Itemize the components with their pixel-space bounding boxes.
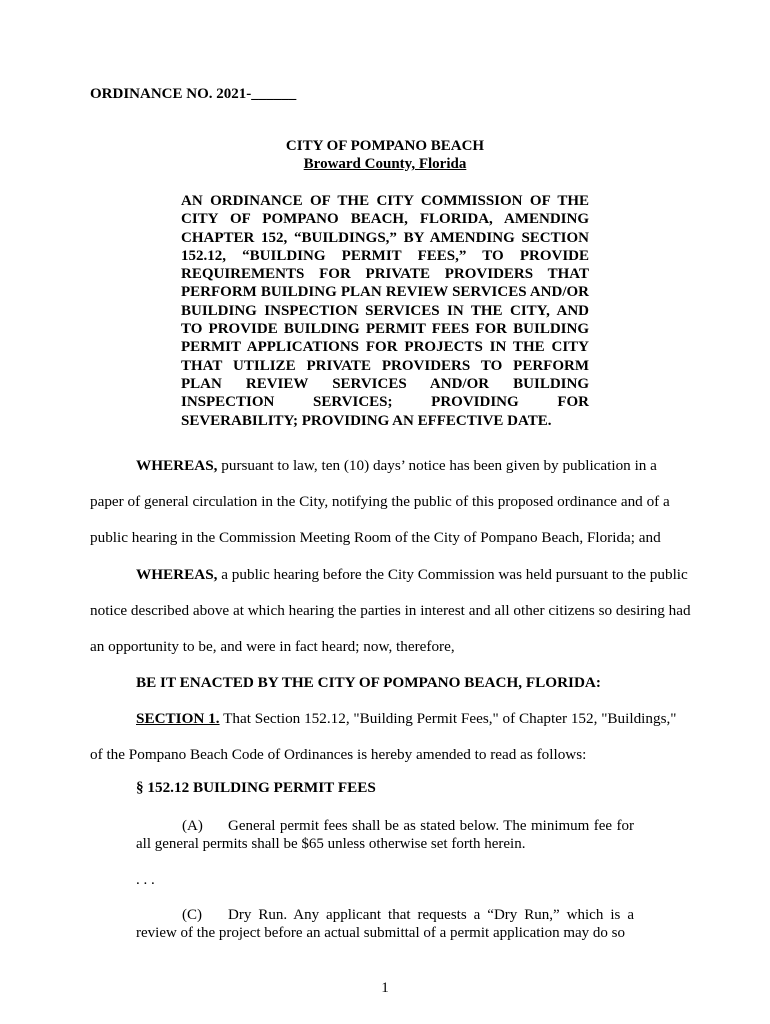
whereas-1-line-2: paper of general circulation in the City, notifying the public of this proposed ordinance and of a: [90, 493, 670, 510]
ellipsis: . . .: [136, 872, 155, 888]
county-name: Broward County, Florida: [303, 156, 467, 172]
whereas-2-text-1: a public hearing before the City Commission was held pursuant to the public: [221, 566, 688, 583]
city-name: CITY OF POMPANO BEACH: [285, 138, 485, 154]
subsection-a-text: General permit fees shall be as stated below. The minimum fee for all general permits shall be $65 unless otherwise set forth herein.: [136, 818, 634, 852]
whereas-lead: WHEREAS,: [136, 457, 218, 474]
whereas-2-line-1: [90, 557, 688, 593]
subsection-c: [136, 906, 634, 942]
whereas-paragraph-1: [90, 448, 682, 556]
subsection-a-label: (A): [182, 818, 203, 834]
ordinance-number: ORDINANCE NO. 2021-______: [90, 86, 297, 102]
section-1-line-2: of the Pompano Beach Code of Ordinances is hereby amended to read as follows:: [90, 746, 587, 763]
enacted-clause: BE IT ENACTED BY THE CITY OF POMPANO BEACH, FLORIDA:: [136, 674, 601, 691]
section-1-line-1: [90, 701, 682, 737]
whereas-paragraph-2: [90, 557, 691, 665]
whereas-1-line-1: [90, 448, 682, 484]
ordinance-title: AN ORDINANCE OF THE CITY COMMISSION OF THE CITY OF POMPANO BEACH, FLORIDA, AMENDING CHAPTER 152, “BUILDINGS,” BY AMENDING SECTION 152.12, “BUILDING PERMIT FEES,” TO PROVIDE REQUIREMENTS FOR PRIVATE PROVIDERS THAT PERFORM BUILDING PLAN REVIEW SERVICES AND/OR BUILDING INSPECTION SERVICES IN THE CITY, AND TO PROVIDE BUILDING PERMIT FEES FOR BUILDING PERMIT APPLICATIONS FOR PROJECTS IN THE CITY THAT UTILIZE PRIVATE PROVIDERS TO PERFORM PLAN REVIEW SERVICES AND/OR BUILDING INSPECTION SERVICES; PROVIDING FOR SEVERABILITY; PROVIDING AN EFFECTIVE DATE.: [181, 193, 589, 429]
subsection-a: [136, 817, 634, 853]
section-1-paragraph: [90, 701, 682, 773]
whereas-1-line-3: public hearing in the Commission Meeting Room of the City of Pompano Beach, Florida; and: [90, 529, 661, 546]
section-1-text-1: That Section 152.12, "Building Permit Fees," of Chapter 152, "Buildings,": [223, 710, 677, 727]
section-1-label: SECTION 1.: [136, 710, 220, 727]
whereas-2-line-2: notice described above at which hearing the parties in interest and all other citizens so desiring had: [90, 602, 691, 619]
page-number: 1: [381, 980, 389, 996]
subsection-c-text: Dry Run. Any applicant that requests a “Dry Run,” which is a review of the project before an actual submittal of a permit application may do so: [136, 907, 634, 941]
subsection-c-label: (C): [182, 907, 202, 923]
whereas-1-text-1: pursuant to law, ten (10) days’ notice has been given by publication in a: [221, 457, 657, 474]
whereas-2-line-3: an opportunity to be, and were in fact heard; now, therefore,: [90, 638, 455, 655]
whereas-lead: WHEREAS,: [136, 566, 218, 583]
section-heading: § 152.12 BUILDING PERMIT FEES: [136, 779, 376, 796]
